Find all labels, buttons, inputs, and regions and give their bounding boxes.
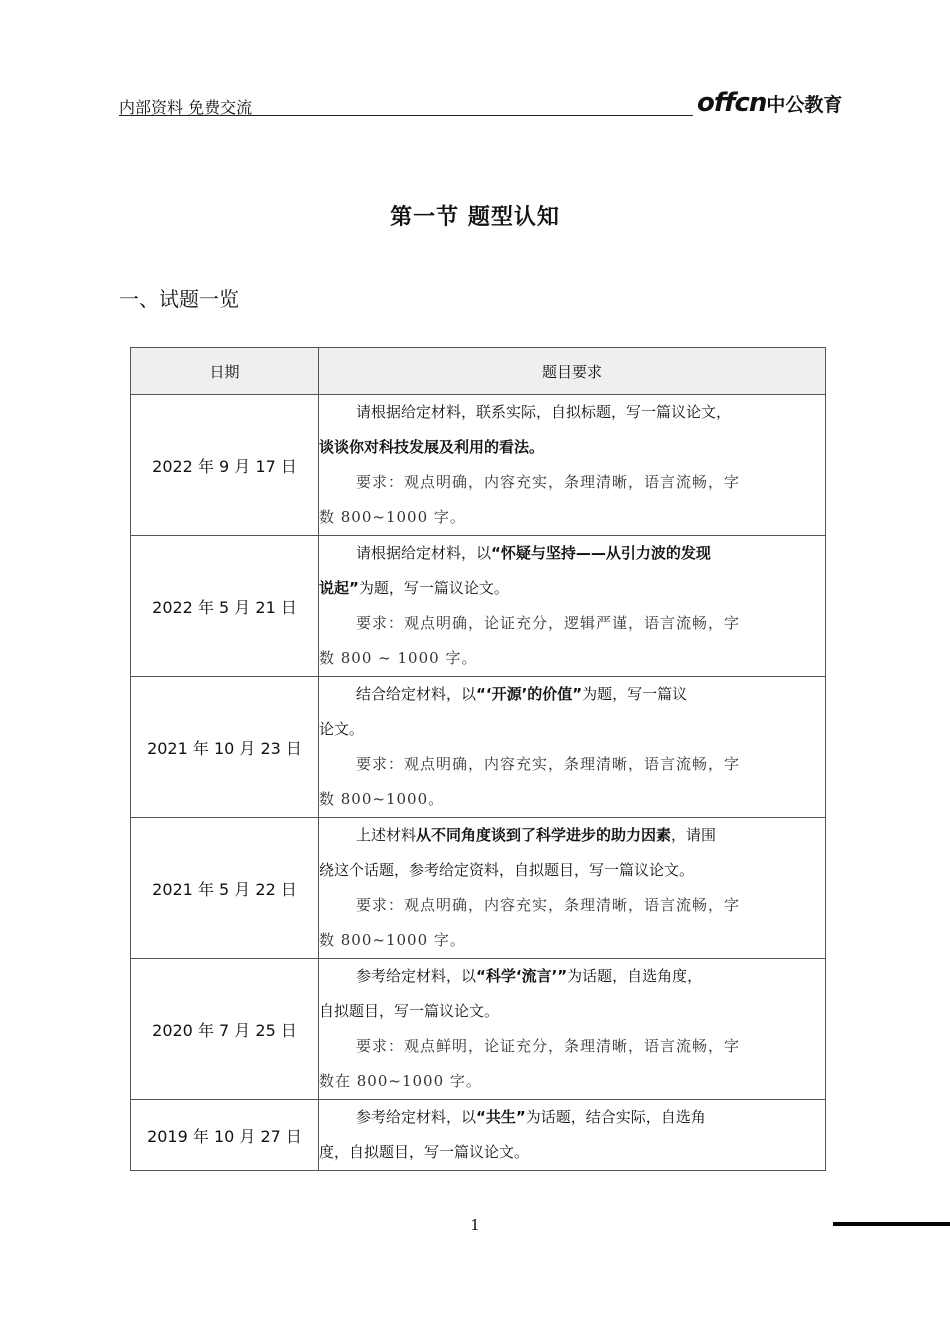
logo-chinese: 中公教育 [766, 94, 843, 116]
table-row [131, 395, 826, 536]
table-header-row [131, 348, 826, 395]
requirement-note: 要求：观点鲜明，论证充分，条理清晰，语言流畅，字 [356, 1037, 741, 1055]
table-row [131, 536, 826, 677]
row-date: 2021 年 10 月 23 日 [131, 677, 319, 818]
prompt-text: 为话题，自选角度， [567, 967, 703, 985]
prompt-text: ，请围 [671, 826, 717, 844]
prompt-line [319, 571, 825, 606]
requirement-note: 要求：观点明确，内容充实，条理清晰，语言流畅，字 [356, 755, 741, 773]
footer-bar [833, 1222, 950, 1226]
row-date: 2022 年 9 月 17 日 [131, 395, 319, 536]
requirement-note: 要求：观点明确，论证充分，逻辑严谨，语言流畅，字 [356, 614, 741, 632]
requirement-note: 数在 800~1000 字。 [319, 1072, 482, 1090]
offcn-logo [697, 88, 842, 118]
prompt-line: 自拟题目，写一篇议论文。 [319, 1002, 500, 1020]
subheading: 一、试题一览 [119, 287, 239, 311]
prompt-line: 请根据给定材料，联系实际，自拟标题，写一篇议论文， [356, 403, 732, 421]
requirement-note: 数 800~1000 字。 [319, 931, 466, 949]
logo-english: offcn [697, 88, 767, 118]
table-row [131, 818, 826, 959]
requirement-note: 要求：观点明确，内容充实，条理清晰，语言流畅，字 [356, 896, 741, 914]
prompt-text: 参考给定材料，以 [356, 967, 477, 985]
prompt-topic: “怀疑与坚持——从引力波的发现 [491, 544, 711, 562]
header-requirement: 题目要求 [319, 348, 826, 395]
prompt-topic: “共生” [476, 1108, 526, 1126]
prompt-line [319, 536, 825, 571]
prompt-line [319, 677, 825, 712]
prompt-line: 度，自拟题目，写一篇议论文。 [319, 1143, 530, 1161]
table-row [131, 959, 826, 1100]
row-requirement [319, 1100, 826, 1171]
requirement-note: 数 800~1000 字。 [319, 508, 466, 526]
header-date: 日期 [131, 348, 319, 395]
row-requirement [319, 959, 826, 1100]
row-date: 2020 年 7 月 25 日 [131, 959, 319, 1100]
prompt-text: 上述材料 [356, 826, 417, 844]
prompt-line: 论文。 [319, 720, 365, 738]
row-requirement [319, 395, 826, 536]
prompt-line [319, 430, 825, 465]
row-requirement [319, 818, 826, 959]
prompt-topic: 谈谈你对科技发展及利用的看法。 [319, 438, 545, 456]
prompt-topic: 从不同角度谈到了科学进步的助力因素 [416, 826, 672, 844]
header-rule [119, 115, 693, 116]
requirement-note: 要求：观点明确，内容充实，条理清晰，语言流畅，字 [356, 473, 741, 491]
row-date: 2022 年 5 月 21 日 [131, 536, 319, 677]
row-requirement [319, 677, 826, 818]
section-title: 第一节 题型认知 [390, 204, 560, 230]
prompt-text: 结合给定材料，以 [356, 685, 477, 703]
table-row [131, 1100, 826, 1171]
prompt-text: 请根据给定材料，以 [356, 544, 492, 562]
prompt-text: 为题，写一篇议论文。 [358, 579, 509, 597]
prompt-line [319, 818, 825, 853]
prompt-topic: 说起” [319, 579, 359, 597]
header-left-text: 内部资料 免费交流 [119, 98, 253, 117]
row-date: 2019 年 10 月 27 日 [131, 1100, 319, 1171]
requirement-note: 数 800 ~ 1000 字。 [319, 649, 478, 667]
requirement-note: 数 800~1000。 [319, 790, 445, 808]
prompt-line: 绕这个话题，参考给定资料，自拟题目，写一篇议论文。 [319, 861, 695, 879]
exam-table [130, 347, 826, 1171]
prompt-topic: “科学‘流言’” [476, 967, 568, 985]
table-row [131, 677, 826, 818]
row-requirement [319, 536, 826, 677]
prompt-line [319, 959, 825, 994]
prompt-text: 为题，写一篇议 [582, 685, 688, 703]
row-date: 2021 年 5 月 22 日 [131, 818, 319, 959]
prompt-text: 参考给定材料，以 [356, 1108, 477, 1126]
page-number: 1 [470, 1216, 480, 1234]
prompt-text: 为话题，结合实际，自选角 [525, 1108, 706, 1126]
prompt-line [319, 1100, 825, 1135]
prompt-topic: “‘开源’的价值” [476, 685, 583, 703]
